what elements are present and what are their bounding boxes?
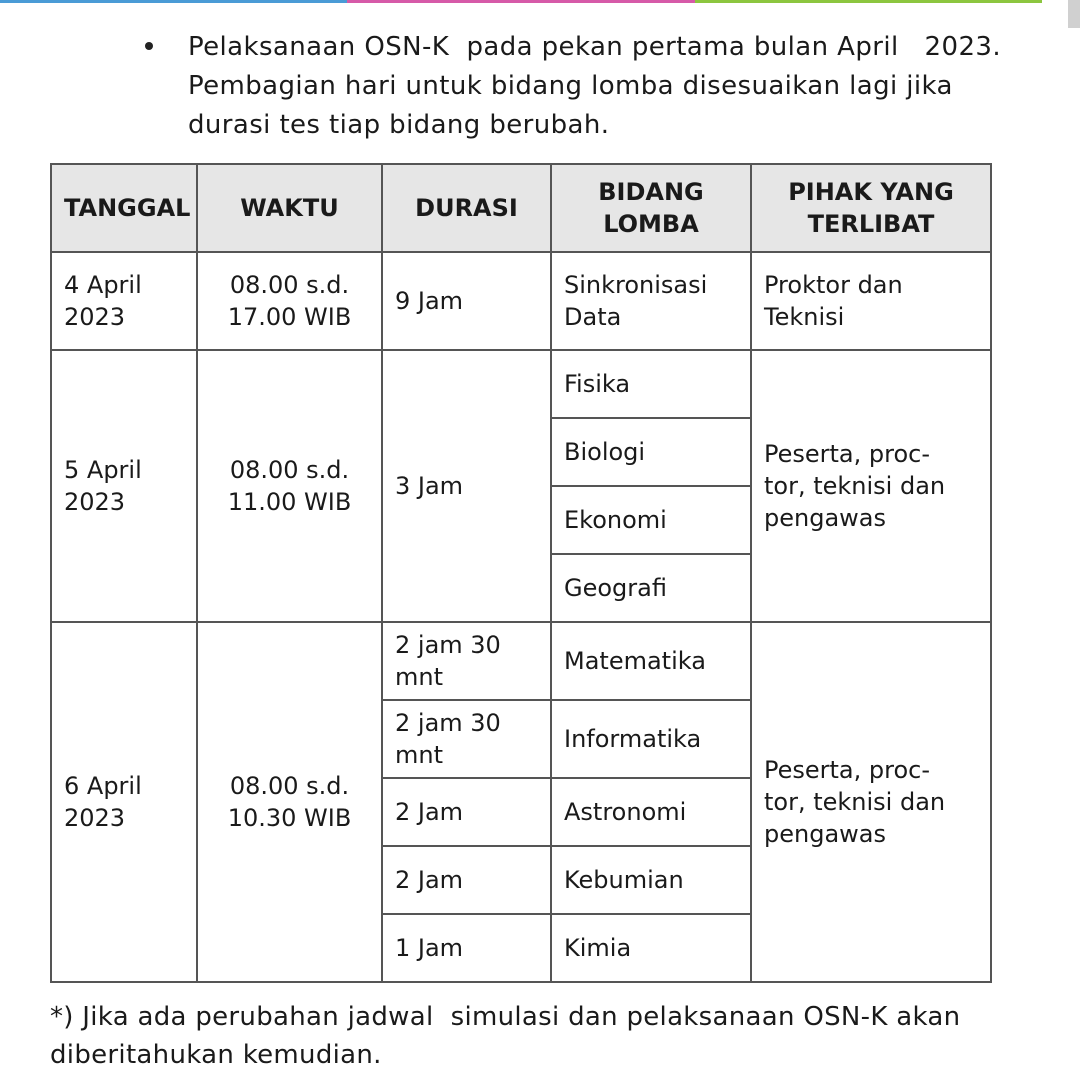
header-tanggal: TANGGAL xyxy=(51,164,197,252)
cell-waktu: 08.00 s.d. 11.00 WIB xyxy=(197,350,382,622)
schedule-table xyxy=(50,163,992,983)
cell-pihak: Peserta, proc- tor, teknisi dan pengawas xyxy=(751,350,991,622)
cell-tanggal: 6 April 2023 xyxy=(51,622,197,982)
cell-durasi: 1 Jam xyxy=(382,914,551,982)
bullet-line: Pelaksanaan OSN-K pada pekan pertama bulan April 2023. xyxy=(188,32,1001,62)
footnote xyxy=(50,998,1030,1074)
cell-bidang: Kebumian xyxy=(551,846,751,914)
cell-bidang: Kimia xyxy=(551,914,751,982)
top-bar-segment-green xyxy=(695,0,1042,3)
cell-tanggal: 4 April 2023 xyxy=(51,252,197,350)
cell-durasi: 3 Jam xyxy=(382,350,551,622)
top-bar-segment-pink xyxy=(347,0,694,3)
footnote-line: *) Jika ada perubahan jadwal simulasi dan pelaksanaan OSN-K akan xyxy=(50,1002,961,1032)
cell-waktu: 08.00 s.d. 10.30 WIB xyxy=(197,622,382,982)
cell-durasi: 9 Jam xyxy=(382,252,551,350)
cell-durasi: 2 jam 30 mnt xyxy=(382,700,551,778)
cell-waktu: 08.00 s.d. 17.00 WIB xyxy=(197,252,382,350)
bullet-line: Pembagian hari untuk bidang lomba disesuaikan lagi jika xyxy=(188,71,953,101)
cell-tanggal: 5 April 2023 xyxy=(51,350,197,622)
cell-pihak: Proktor dan Teknisi xyxy=(751,252,991,350)
table-row xyxy=(51,622,991,700)
top-color-bar xyxy=(0,0,1042,3)
cell-bidang: Matematika xyxy=(551,622,751,700)
cell-durasi: 2 Jam xyxy=(382,846,551,914)
bullet-line: durasi tes tiap bidang berubah. xyxy=(188,110,610,140)
table-row xyxy=(51,350,991,418)
header-row xyxy=(51,164,991,252)
header-waktu: WAKTU xyxy=(197,164,382,252)
table-row xyxy=(51,252,991,350)
bullet-dot-icon xyxy=(145,42,153,50)
header-durasi: DURASI xyxy=(382,164,551,252)
scrollbar-thumb[interactable] xyxy=(1068,0,1080,28)
cell-bidang: Ekonomi xyxy=(551,486,751,554)
cell-bidang: Informatika xyxy=(551,700,751,778)
header-pihak: PIHAK YANG TERLIBAT xyxy=(751,164,991,252)
bullet-text xyxy=(188,28,1001,145)
cell-bidang: Biologi xyxy=(551,418,751,486)
footnote-line: diberitahukan kemudian. xyxy=(50,1040,382,1070)
cell-pihak: Peserta, proc- tor, teknisi dan pengawas xyxy=(751,622,991,982)
header-bidang-lomba: BIDANG LOMBA xyxy=(551,164,751,252)
cell-bidang: Sinkronisasi Data xyxy=(551,252,751,350)
cell-bidang: Fisika xyxy=(551,350,751,418)
cell-bidang: Astronomi xyxy=(551,778,751,846)
cell-durasi: 2 Jam xyxy=(382,778,551,846)
cell-durasi: 2 jam 30 mnt xyxy=(382,622,551,700)
top-bar-segment-blue xyxy=(0,0,347,3)
cell-bidang: Geografi xyxy=(551,554,751,622)
